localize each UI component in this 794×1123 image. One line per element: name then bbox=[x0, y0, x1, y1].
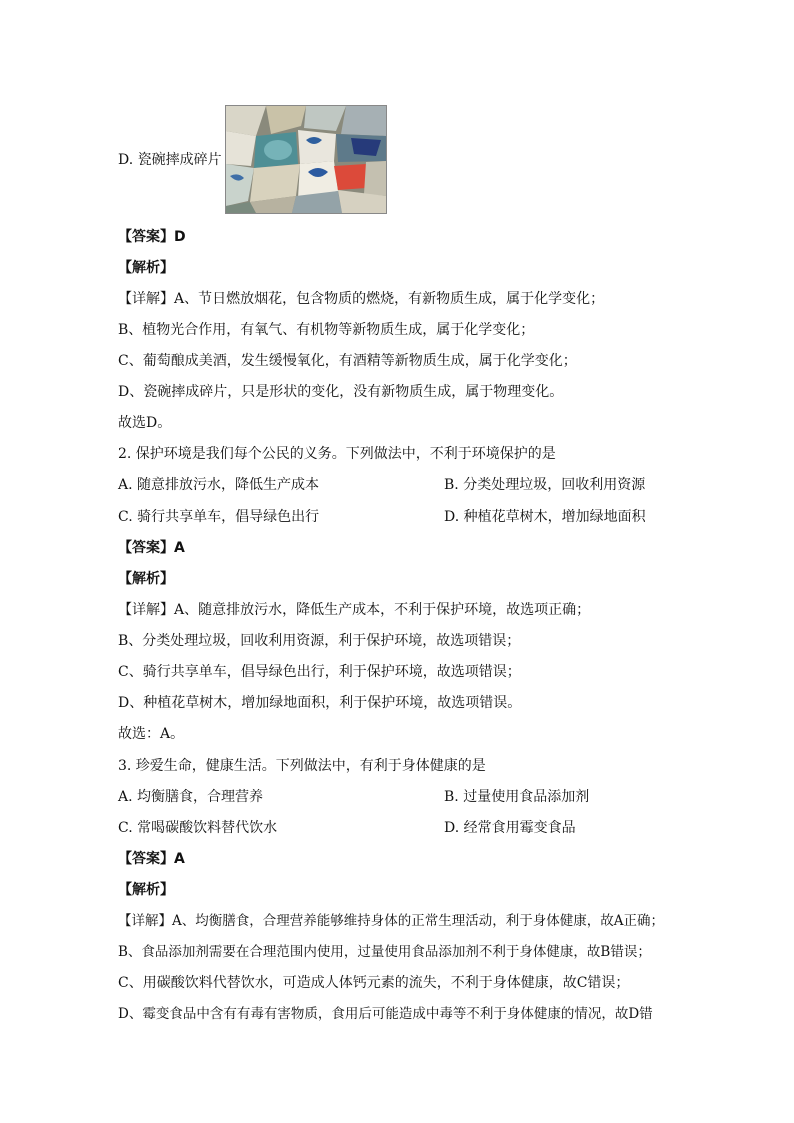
q2-option-a: A. 随意排放污水，降低生产成本 bbox=[118, 477, 320, 493]
q2-detail-d: D、种植花草树木，增加绿地面积，利于保护环境，故选项错误。 bbox=[118, 695, 522, 711]
q2-option-b: B. 分类处理垃圾，回收利用资源 bbox=[444, 477, 646, 493]
q1-detail-d: D、瓷碗摔成碎片，只是形状的变化，没有新物质生成，属于物理变化。 bbox=[118, 384, 564, 400]
q2-detail-c: C、骑行共享单车，倡导绿色出行，利于保护环境，故选项错误； bbox=[118, 664, 521, 680]
q3-detail-c: C、用碳酸饮料代替饮水，可造成人体钙元素的流失，不利于身体健康，故C错误； bbox=[118, 975, 630, 991]
q1-answer: 【答案】D bbox=[118, 229, 186, 245]
q2-stem: 2. 保护环境是我们每个公民的义务。下列做法中，不利于环境保护的是 bbox=[118, 446, 556, 462]
q1-detail-c: C、葡萄酿成美酒，发生缓慢氧化，有酒精等新物质生成，属于化学变化； bbox=[118, 353, 577, 369]
q2-detail-b: B、分类处理垃圾，回收利用资源，利于保护环境，故选项错误； bbox=[118, 633, 521, 649]
q2-analysis-heading: 【解析】 bbox=[118, 571, 174, 587]
q1-analysis-heading: 【解析】 bbox=[118, 260, 174, 276]
q3-analysis-heading: 【解析】 bbox=[118, 882, 174, 898]
q3-answer: 【答案】A bbox=[118, 851, 185, 867]
q2-option-c: C. 骑行共享单车，倡导绿色出行 bbox=[118, 509, 320, 525]
q3-option-a: A. 均衡膳食，合理营养 bbox=[118, 789, 264, 805]
q1-detail-a: 【详解】A、节日燃放烟花，包含物质的燃烧，有新物质生成，属于化学变化； bbox=[118, 291, 605, 307]
q3-option-c: C. 常喝碳酸饮料替代饮水 bbox=[118, 820, 278, 836]
q3-detail-d: D、霉变食品中含有有毒有害物质，食用后可能造成中毒等不利于身体健康的情况，故D错 bbox=[118, 1006, 653, 1022]
q3-stem: 3. 珍爱生命，健康生活。下列做法中，有利于身体健康的是 bbox=[118, 758, 486, 774]
q3-detail-a: 【详解】A、均衡膳食，合理营养能够维持身体的正常生理活动，利于身体健康，故A正确； bbox=[118, 913, 664, 929]
q1-conclusion: 故选D。 bbox=[118, 415, 172, 431]
q2-conclusion: 故选：A。 bbox=[118, 726, 185, 742]
q1-detail-b: B、植物光合作用，有氧气、有机物等新物质生成，属于化学变化； bbox=[118, 322, 535, 338]
q2-detail-a: 【详解】A、随意排放污水，降低生产成本，不利于保护环境，故选项正确； bbox=[118, 602, 591, 618]
option-d-label: D. 瓷碗摔成碎片 bbox=[118, 152, 222, 168]
broken-porcelain-image bbox=[225, 105, 387, 214]
q2-answer: 【答案】A bbox=[118, 540, 185, 556]
q3-option-b: B. 过量使用食品添加剂 bbox=[444, 789, 590, 805]
q3-option-d: D. 经常食用霉变食品 bbox=[444, 820, 576, 836]
q2-option-d: D. 种植花草树木，增加绿地面积 bbox=[444, 509, 646, 525]
q3-detail-b: B、食品添加剂需要在合理范围内使用，过量使用食品添加剂不利于身体健康，故B错误； bbox=[118, 944, 651, 960]
